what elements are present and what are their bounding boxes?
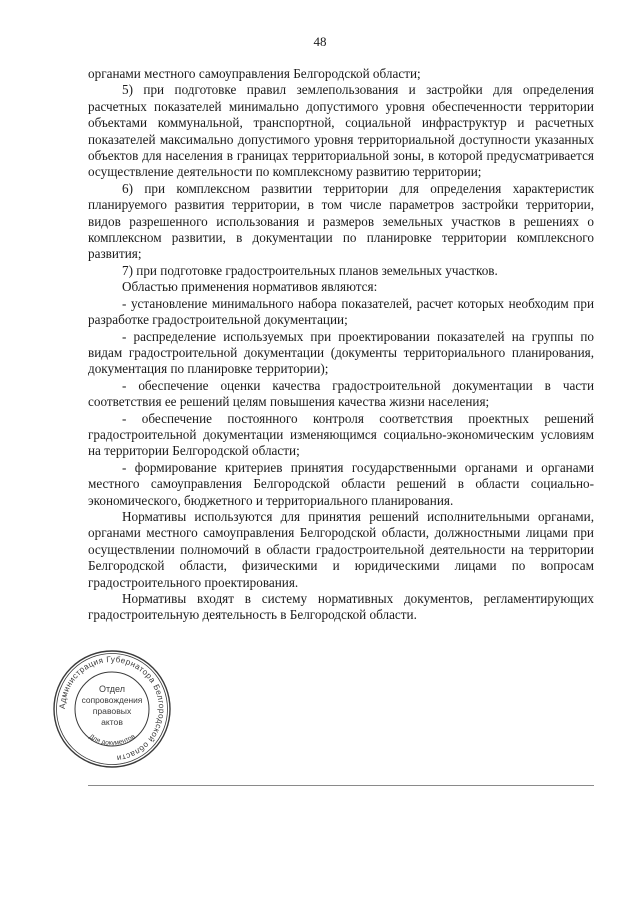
paragraph: 5) при подготовке правил землепользования и застройки для определения расчетных показателей минимально допустимого уровня обеспеченности территории объектами коммунальной, транспортной, социальной инфраструктур и расчетных показателей максимально допустимого уровня территориальной доступности указанных объектов для населения в границах территориальной зоны, в которой предусматривается осуществление деятельности по комплексному развитию территории; [88, 82, 594, 180]
paragraph: Нормативы входят в систему нормативных документов, регламентирующих градостроительную деятельность в Белгородской области. [88, 591, 594, 623]
page-number: 48 [313, 34, 327, 49]
official-stamp [51, 648, 173, 770]
paragraph: - обеспечение оценки качества градостроительной документации в части соответствия ее решений целям повышения качества жизни населения; [88, 377, 594, 410]
paragraph: - распределение используемых при проектировании показателей на группы по видам градостроительной документации (документы территориального планирования, документация по планировке территории); [88, 328, 594, 377]
paragraph: - установление минимального набора показателей, расчет которых необходим при разработке градостроительной документации; [88, 295, 594, 328]
paragraph: Областью применения нормативов являются: [122, 279, 378, 295]
stamp-ring-text: Администрация Губернатора Белгородской области [57, 654, 167, 763]
paragraph: органами местного самоуправления Белгородской области; [88, 66, 421, 81]
paragraph: - формирование критериев принятия государственными органами и органами местного самоуправления Белгородской области решений в области социально-экономического, бюджетного и территориального планирования. [88, 459, 594, 508]
stamp-bottom-text: Для документов [87, 733, 137, 747]
stamp-center-line: Отдел [98, 684, 126, 694]
paragraph: 6) при комплексном развитии территории для определения характеристик планируемого развития территории, в том числе параметров застройки территории, видов разрешенного использования и размеров земельных участков в решениях о комплексном развитии, в документации по планировке территории комплексного развития; [88, 180, 594, 262]
stamp-center-line: правовых [92, 706, 132, 716]
stamp-seal-graphic [51, 648, 173, 770]
stamp-center-line: актов [101, 717, 123, 727]
paragraph: Нормативы используются для принятия решений исполнительными органами, органами местного самоуправления Белгородской области, должностными лицами при осуществлении полномочий в области градостроительной деятельности на территории Белгородской области, физическими и юридическими лицами по вопросам градостроительного проектирования. [88, 508, 594, 590]
paragraph: 7) при подготовке градостроительных планов земельных участков. [122, 262, 498, 278]
paragraph: - обеспечение постоянного контроля соответствия проектных решений градостроительной документации изменяющимся социально-экономическим условиям на территории Белгородской области; [88, 410, 594, 459]
bottom-divider [88, 785, 594, 786]
document-body [88, 66, 594, 624]
stamp-center-line: сопровождения [81, 695, 143, 705]
